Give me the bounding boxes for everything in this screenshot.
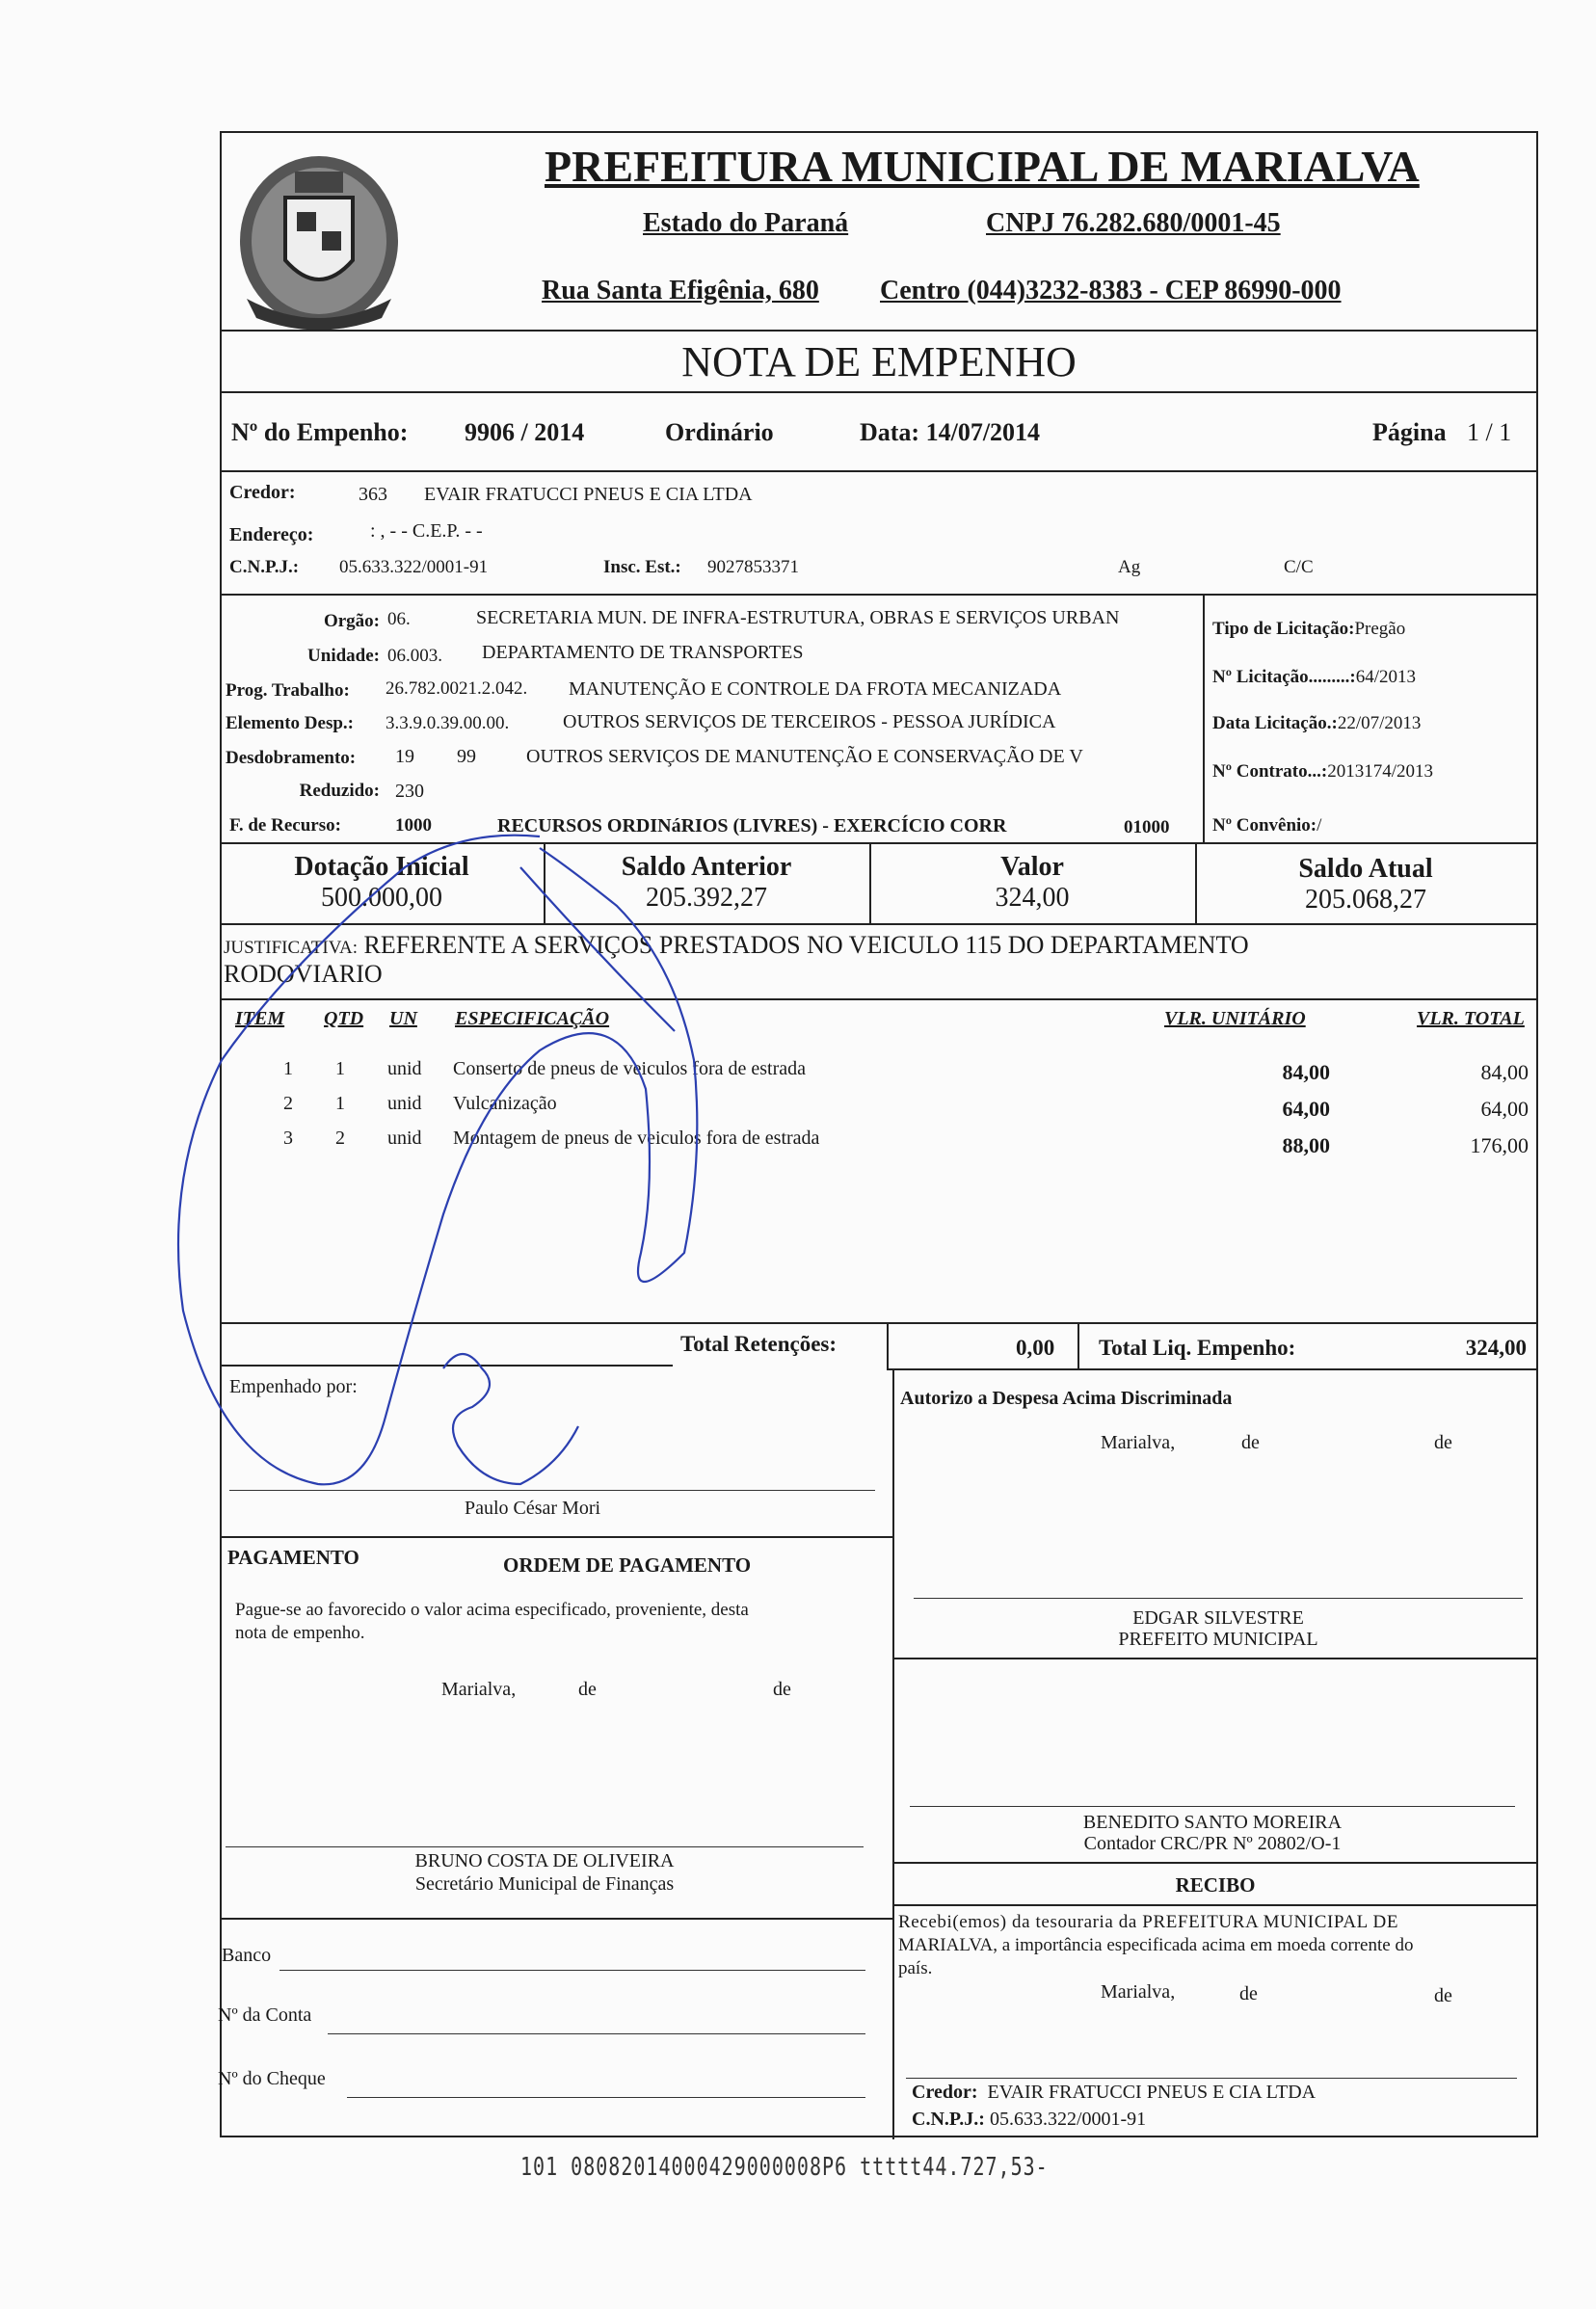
- divider: [220, 1365, 673, 1367]
- pagamento-de1: de: [578, 1679, 597, 1700]
- recibo-cnpj: C.N.P.J.: 05.633.322/0001-91: [912, 2109, 1147, 2130]
- orgao-label: Orgão:: [323, 611, 380, 631]
- retencoes-label: Total Retenções:: [680, 1332, 838, 1356]
- signature-line: [226, 1846, 864, 1847]
- cnpj-label: CNPJ 76.282.680/0001-45: [986, 208, 1281, 238]
- recurso-code: 01000: [1124, 817, 1170, 837]
- autorizo-city: Marialva,: [1101, 1432, 1176, 1453]
- desdobramento-desc: OUTROS SERVIÇOS DE MANUTENÇÃO E CONSERVAÇÃO DE V: [526, 746, 1083, 767]
- item-spec: Conserto de pneus de veiculos fora de estrada: [453, 1058, 806, 1079]
- saldo-atual-label: Saldo Atual: [1298, 854, 1433, 884]
- municipal-crest-logo: [227, 145, 411, 337]
- col-un: UN: [389, 1008, 417, 1029]
- recibo-credor: Credor: EVAIR FRATUCCI PNEUS E CIA LTDA: [912, 2082, 1317, 2103]
- signature-line: [910, 1806, 1515, 1807]
- cc-label: C/C: [1284, 557, 1314, 577]
- item-total-value: 64,00: [1480, 1097, 1529, 1121]
- prefeito-title: PREFEITO MUNICIPAL: [1118, 1629, 1318, 1650]
- item-qtd: 1: [335, 1058, 345, 1079]
- frame-bottom: [220, 2136, 1538, 2137]
- divider: [887, 1322, 889, 1370]
- item-qtd: 1: [335, 1093, 345, 1114]
- insc-label: Insc. Est.:: [603, 557, 681, 577]
- ordem-pagamento-label: ORDEM DE PAGAMENTO: [503, 1553, 752, 1577]
- orgao-value: 06.: [387, 609, 411, 629]
- desdobramento-label: Desdobramento:: [226, 748, 357, 768]
- col-qtd: QTD: [324, 1008, 364, 1029]
- autorizo-de1: de: [1241, 1432, 1260, 1453]
- pagamento-label: PAGAMENTO: [227, 1546, 359, 1569]
- autorizo-label: Autorizo a Despesa Acima Discriminada: [900, 1388, 1233, 1409]
- empenhado-label: Empenhado por:: [229, 1376, 358, 1397]
- item-total-value: 176,00: [1470, 1133, 1529, 1157]
- address-label: Rua Santa Efigênia, 680: [542, 276, 819, 305]
- item-number: 1: [283, 1058, 293, 1079]
- divider: [220, 330, 1538, 332]
- recibo-text-cont: MARIALVA, a importância especificada acima em moeda corrente do: [898, 1935, 1414, 1955]
- divider: [1203, 594, 1205, 844]
- secretario-name: BRUNO COSTA DE OLIVEIRA: [414, 1850, 675, 1871]
- col-item: ITEM: [235, 1008, 285, 1029]
- conta-label: Nº da Conta: [218, 2004, 312, 2026]
- contrato-label: Nº Contrato...:2013174/2013: [1212, 761, 1433, 782]
- unidade-value: 06.003.: [387, 646, 442, 666]
- page-title: PREFEITURA MUNICIPAL DE MARIALVA: [545, 142, 1420, 191]
- divider: [220, 1918, 892, 1920]
- divider: [892, 1368, 894, 2139]
- elemento-desc: OUTROS SERVIÇOS DE TERCEIROS - PESSOA JURÍDICA: [563, 711, 1056, 732]
- divider: [220, 391, 1538, 393]
- address-contact: Centro (044)3232-8383 - CEP 86990-000: [880, 276, 1342, 305]
- item-unit-value: 88,00: [1282, 1133, 1330, 1157]
- prefeito-name: EDGAR SILVESTRE: [1132, 1607, 1304, 1629]
- pagamento-text-cont: nota de empenho.: [235, 1623, 365, 1643]
- recibo-title: RECIBO: [1175, 1873, 1256, 1897]
- conta-line[interactable]: [328, 2033, 865, 2034]
- tipo-licitacao-label: Tipo de Licitação:Pregão: [1212, 619, 1406, 639]
- frame-left: [220, 131, 222, 2137]
- signature-line: [906, 2078, 1517, 2079]
- item-unit-value: 84,00: [1282, 1060, 1330, 1084]
- item-un: unid: [387, 1128, 422, 1149]
- empenho-date: Data: 14/07/2014: [860, 418, 1041, 446]
- item-spec: Vulcanização: [453, 1093, 557, 1114]
- data-licitacao-label: Data Licitação.:22/07/2013: [1212, 713, 1422, 733]
- justificativa: JUSTIFICATIVA: REFERENTE A SERVIÇOS PRESTADOS NO VEICULO 115 DO DEPARTAMENTO: [224, 931, 1249, 959]
- liq-empenho-value: 324,00: [1465, 1336, 1527, 1360]
- item-number: 3: [283, 1128, 293, 1149]
- divider: [220, 594, 1538, 596]
- divider: [892, 1904, 1538, 1906]
- justificativa-cont: RODOVIARIO: [224, 960, 383, 988]
- col-unit: VLR. UNITÁRIO: [1164, 1008, 1306, 1029]
- recibo-text-end: país.: [898, 1958, 933, 1978]
- divider: [892, 1658, 1538, 1659]
- elemento-label: Elemento Desp.:: [226, 713, 354, 733]
- item-number: 2: [283, 1093, 293, 1114]
- saldo-atual-value: 205.068,27: [1305, 885, 1426, 915]
- credor-code: 363: [359, 484, 387, 505]
- pagamento-de2: de: [773, 1679, 791, 1700]
- contador-title: Contador CRC/PR Nº 20802/O-1: [1083, 1833, 1342, 1854]
- item-unit-value: 64,00: [1282, 1097, 1330, 1121]
- orgao-desc: SECRETARIA MUN. DE INFRA-ESTRUTURA, OBRAS E SERVIÇOS URBAN: [476, 607, 1120, 628]
- valor-value: 324,00: [995, 883, 1070, 913]
- dotacao-inicial-value: 500.000,00: [321, 883, 442, 913]
- saldo-anterior-value: 205.392,27: [646, 883, 767, 913]
- divider: [220, 998, 1538, 1000]
- page-label: Página: [1372, 418, 1447, 446]
- credor-name: EVAIR FRATUCCI PNEUS E CIA LTDA: [424, 484, 753, 505]
- col-total: VLR. TOTAL: [1417, 1008, 1525, 1029]
- empenho-number: 9906 / 2014: [465, 418, 585, 446]
- divider: [1077, 1322, 1079, 1370]
- endereco-value: : , - - C.E.P. - -: [370, 520, 483, 542]
- dotacao-inicial-label: Dotação Inicial: [294, 852, 469, 882]
- col-spec: ESPECIFICAÇÃO: [455, 1008, 610, 1029]
- item-total-value: 84,00: [1480, 1060, 1529, 1084]
- divider: [220, 470, 1538, 472]
- autorizo-de2: de: [1434, 1432, 1452, 1453]
- recurso-desc: RECURSOS ORDINáRIOS (LIVRES) - EXERCÍCIO CORR: [497, 815, 1007, 836]
- divider: [887, 1368, 1538, 1370]
- divider: [892, 1862, 1538, 1864]
- insc-value: 9027853371: [707, 557, 799, 577]
- cheque-line[interactable]: [347, 2097, 865, 2098]
- divider: [220, 842, 1538, 844]
- desdobramento-value: 19: [395, 746, 414, 767]
- item-un: unid: [387, 1058, 422, 1079]
- valor-label: Valor: [1000, 852, 1064, 882]
- prog-value: 26.782.0021.2.042.: [386, 678, 528, 699]
- signature-line: [229, 1490, 875, 1491]
- empenho-type: Ordinário: [665, 418, 774, 446]
- pagamento-city: Marialva,: [441, 1679, 517, 1700]
- prog-desc: MANUTENÇÃO E CONTROLE DA FROTA MECANIZADA: [569, 678, 1062, 700]
- frame-right: [1536, 131, 1538, 2137]
- cnpj-value: 05.633.322/0001-91: [339, 557, 489, 577]
- banco-line[interactable]: [279, 1970, 865, 1971]
- endereco-label: Endereço:: [229, 524, 314, 545]
- recibo-text: Recebi(emos) da tesouraria da PREFEITURA MUNICIPAL DE: [898, 1912, 1399, 1932]
- signature-line: [914, 1598, 1523, 1599]
- recibo-de1: de: [1239, 1983, 1258, 2004]
- unidade-desc: DEPARTAMENTO DE TRANSPORTES: [482, 642, 804, 663]
- desdobramento-value2: 99: [457, 746, 476, 767]
- frame-top: [220, 131, 1538, 133]
- page-value: 1 / 1: [1467, 418, 1512, 446]
- secretario-title: Secretário Municipal de Finanças: [414, 1873, 675, 1895]
- item-un: unid: [387, 1093, 422, 1114]
- convenio-label: Nº Convênio:/: [1212, 815, 1322, 836]
- banco-label: Banco: [222, 1945, 272, 1966]
- divider: [220, 1322, 1538, 1324]
- recurso-value: 1000: [395, 815, 432, 836]
- num-licitacao-label: Nº Licitação.........:64/2013: [1212, 667, 1417, 687]
- cnpj-label: C.N.P.J.:: [229, 557, 300, 577]
- saldo-anterior-label: Saldo Anterior: [621, 852, 792, 882]
- liq-empenho-label: Total Liq. Empenho:: [1099, 1336, 1296, 1360]
- empenhado-name: Paulo César Mori: [465, 1498, 601, 1519]
- item-spec: Montagem de pneus de veiculos fora de estrada: [453, 1128, 820, 1149]
- prog-label: Prog. Trabalho:: [226, 680, 350, 701]
- unidade-label: Unidade:: [307, 646, 380, 666]
- ag-label: Ag: [1118, 557, 1141, 577]
- recibo-de2: de: [1434, 1985, 1452, 2006]
- empenho-label: Nº do Empenho:: [231, 418, 409, 446]
- reduzido-value: 230: [395, 781, 424, 802]
- recurso-label: F. de Recurso:: [229, 815, 341, 836]
- document-title: NOTA DE EMPENHO: [681, 338, 1077, 385]
- recibo-city: Marialva,: [1101, 1981, 1176, 2003]
- state-label: Estado do Paraná: [643, 208, 849, 238]
- barcode-text: 101 08082014000429000008P6 ttttt44.727,53-: [520, 2151, 1049, 2182]
- cheque-label: Nº do Cheque: [218, 2068, 326, 2089]
- item-qtd: 2: [335, 1128, 345, 1149]
- divider: [220, 923, 1538, 925]
- elemento-value: 3.3.9.0.39.00.00.: [386, 713, 510, 733]
- retencoes-value: 0,00: [1016, 1336, 1055, 1360]
- reduzido-label: Reduzido:: [299, 781, 380, 801]
- contador-name: BENEDITO SANTO MOREIRA: [1082, 1812, 1343, 1833]
- credor-label: Credor:: [229, 482, 296, 503]
- pagamento-text: Pague-se ao favorecido o valor acima especificado, proveniente, desta: [235, 1600, 749, 1620]
- divider: [220, 1536, 892, 1538]
